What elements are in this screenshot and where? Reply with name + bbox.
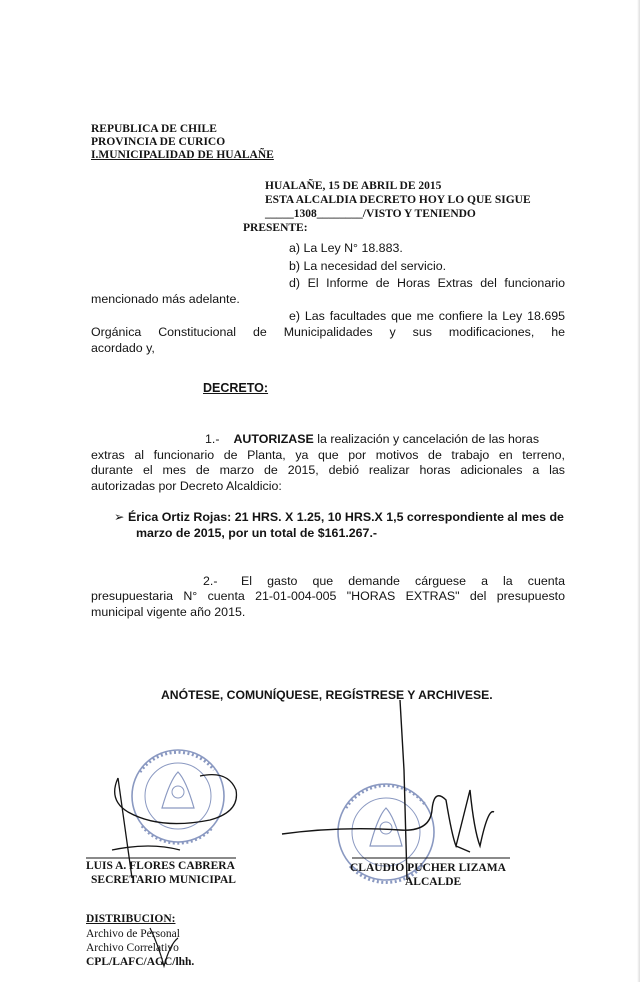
bullet-line2: marzo de 2015, por un total de $161.267.- (136, 526, 378, 540)
consideration-a: a) La Ley N° 18.883. (289, 241, 403, 255)
distribution-item: CPL/LAFC/AGC/lhh. (86, 956, 195, 968)
header-republica: REPUBLICA DE CHILE (91, 123, 217, 135)
article1-number: 1.- (205, 432, 220, 446)
decree-number: 1308 (293, 208, 317, 220)
bullet-arrow-icon: ➢ (114, 510, 125, 524)
consideration-b: b) La necesidad del servicio. (289, 259, 447, 273)
decree-line: ESTA ALCALDIA DECRETO HOY LO QUE SIGUE (265, 194, 531, 206)
decreto-heading: DECRETO: (203, 381, 269, 395)
place-date: HUALAÑE, 15 DE ABRIL DE 2015 (265, 180, 442, 192)
consideration-e-line1: e) Las facultades que me confiere la Ley 18.695 (289, 309, 565, 323)
left-signer-name: LUIS A. FLORES CABRERA (86, 860, 235, 872)
header-provincia: PROVINCIA DE CURICO (91, 136, 226, 148)
presente-label: PRESENTE: (243, 222, 308, 234)
distribution-item: Archivo Correlativo (86, 942, 179, 954)
consideration-e-line3: acordado y, (91, 341, 155, 355)
right-signer-name: CLAUDIO PUCHER LIZAMA (350, 862, 506, 874)
consideration-d-line2: mencionado más adelante. (91, 292, 240, 306)
distribution-heading: DISTRIBUCION: (86, 913, 176, 925)
left-signer-title: SECRETARIO MUNICIPAL (91, 874, 236, 886)
header-municipalidad: I.MUNICIPALIDAD DE HUALAÑE (91, 149, 274, 161)
article1-keyword: AUTORIZASE (233, 432, 314, 446)
consideration-d-line1: d) El Informe de Horas Extras del funcionario (289, 276, 565, 290)
article2-line2: presupuestaria N° cuenta 21-01-004-005 "HORAS EXTRAS" del presupuesto (91, 589, 565, 603)
article1-rest: la realización y cancelación de las horas (313, 432, 540, 446)
number-suffix: ________/VISTO Y TENIENDO (316, 208, 476, 220)
right-signature (282, 700, 494, 880)
bullet-line1: Érica Ortiz Rojas: 21 HRS. X 1.25, 10 HRS.X 1,5 correspondiente al mes de (128, 510, 564, 524)
distribution-item: Archivo de Personal (86, 928, 180, 940)
left-stamp (132, 750, 224, 843)
article1-line4: autorizadas por Decreto Alcaldicio: (91, 479, 282, 493)
article2-number: 2.- (203, 574, 218, 588)
article2-line1: El gasto que demande cárguese a la cuenta (241, 574, 565, 588)
number-prefix: _____ (265, 208, 294, 220)
article1-line3: durante el mes de marzo de 2015, debió realizar horas adicionales a las (91, 463, 565, 477)
consideration-e-line2: Orgánica Constitucional de Municipalidades y sus modificaciones, he (91, 325, 565, 339)
closing-formula: ANÓTESE, COMUNÍQUESE, REGÍSTRESE Y ARCHIVESE. (161, 688, 493, 702)
article2-line3: municipal vigente año 2015. (91, 605, 246, 619)
article1-line2: extras al funcionario de Planta, ya que por motivos de trabajo en terreno, (91, 448, 565, 462)
right-signer-title: ALCALDE (405, 876, 462, 888)
